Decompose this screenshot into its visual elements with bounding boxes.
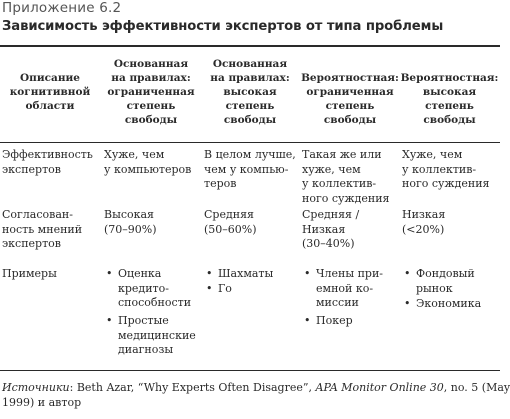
row-efficiency-label: Эффективность экспертов	[2, 148, 93, 176]
row-agreement-label: Согласован- ность мнений экспертов	[2, 208, 83, 251]
header-rule	[0, 142, 500, 143]
row-agreement-prob-limited: Средняя / Низкая (30–40%)	[302, 208, 360, 251]
source-label: Источники	[2, 381, 70, 394]
header-rule-limited: Основанная на правилах: ограниченная степень свободы	[107, 58, 195, 126]
header-domain: Описание когнитивной области	[9, 72, 91, 112]
row-agreement-prob-high: Низкая (<20%)	[402, 208, 446, 236]
header-rule-high: Основанная на правилах: высокая степень свободы	[210, 58, 290, 126]
appendix-label: Приложение 6.2	[2, 0, 122, 16]
top-rule	[0, 45, 500, 47]
row-agreement-rule-high: Средняя (50–60%)	[204, 208, 257, 236]
page-title: Зависимость эффективности экспертов от типа проблемы	[2, 19, 444, 34]
row-efficiency-prob-limited: Такая же или хуже, чем у коллектив- ного суждения	[302, 148, 390, 205]
row-efficiency-rule-high: В целом лучше, чем у компью- теров	[204, 148, 296, 191]
header-prob-high: Вероятностная: высокая степень свободы	[400, 72, 499, 126]
bottom-rule	[0, 370, 500, 371]
row-efficiency-prob-high: Хуже, чем у коллектив- ного суждения	[402, 148, 490, 191]
row-agreement-rule-limited: Высокая (70–90%)	[104, 208, 157, 236]
source-note: Источники: Beth Azar, “Why Experts Often Disagree”, APA Monitor Online 30, no. 5 (May 1999) и автор	[2, 381, 510, 409]
header-prob-limited: Вероятностная: ограниченная степень свободы	[301, 72, 399, 126]
row-examples-label: Примеры	[2, 267, 57, 280]
source-journal: APA Monitor Online 30	[315, 381, 444, 394]
row-efficiency-rule-limited: Хуже, чем у компьютеров	[104, 148, 192, 176]
